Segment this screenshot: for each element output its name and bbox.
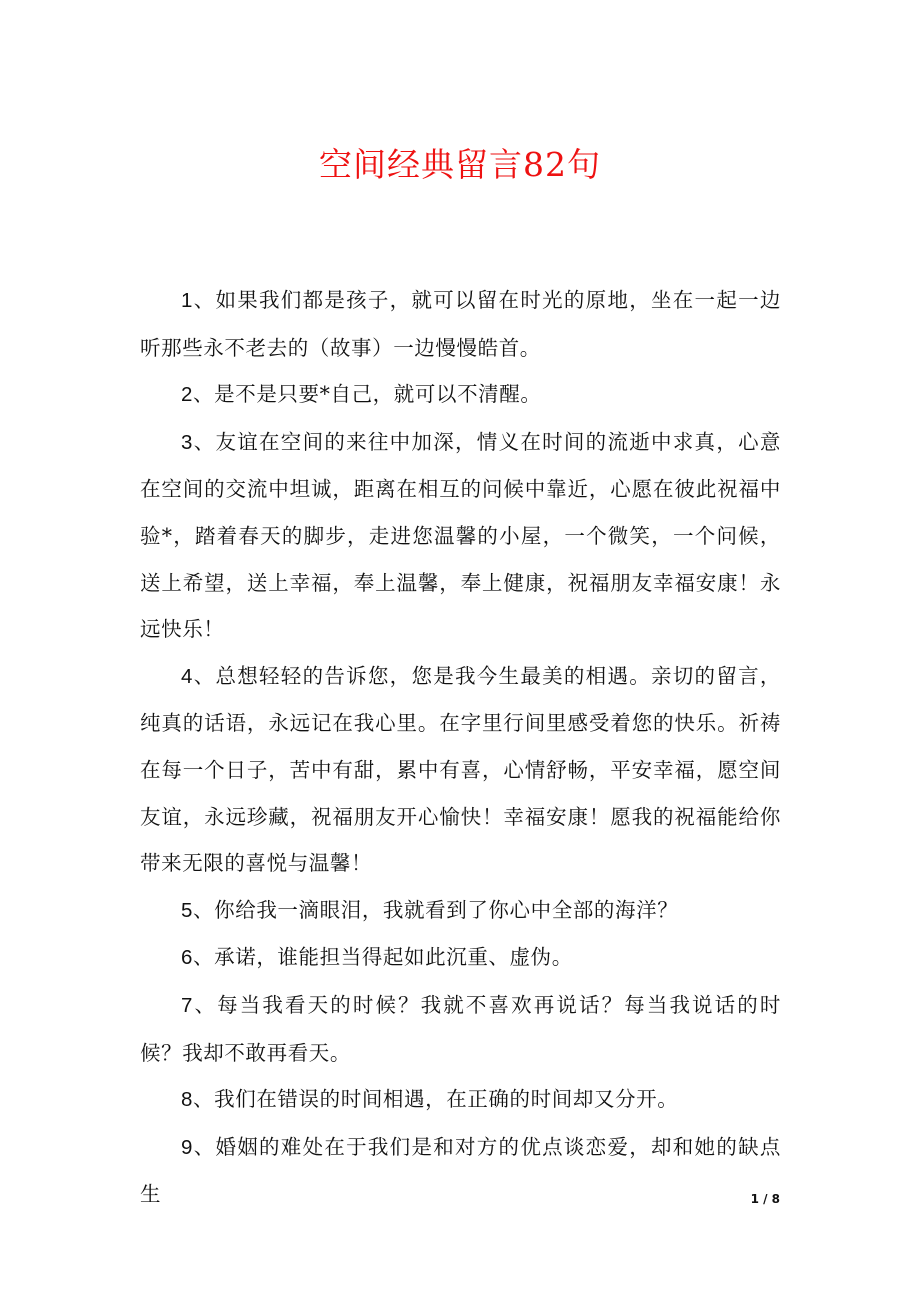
paragraph-text: 你给我一滴眼泪，我就看到了你心中全部的海洋？ bbox=[214, 897, 679, 922]
paragraph-text: 我们在错误的时间相遇，在正确的时间却又分开。 bbox=[214, 1087, 679, 1112]
paragraph-separator: 、 bbox=[193, 897, 215, 922]
paragraph-number: 4 bbox=[181, 664, 194, 688]
paragraph-separator: 、 bbox=[193, 1087, 215, 1112]
paragraph-separator: 、 bbox=[193, 1134, 216, 1159]
paragraph-separator: 、 bbox=[193, 992, 218, 1017]
paragraph-number: 3 bbox=[181, 430, 194, 454]
paragraph-number: 8 bbox=[181, 1088, 194, 1112]
paragraph-separator: 、 bbox=[193, 429, 216, 454]
paragraph-3 bbox=[140, 419, 781, 653]
paragraph-8 bbox=[140, 1076, 781, 1124]
document-title: 空间经典留言82句 bbox=[319, 145, 601, 184]
paragraph-text: 总想轻轻的告诉您，您是我今生最美的相遇。亲切的留言，纯真的话语，永远记在我心里。在字里行间里感受着您的快乐。祈祷在每一个日子，苦中有甜，累中有喜，心情舒畅，平安幸福，愿空间友谊，永远珍藏，祝福朋友开心愉快！幸福安康！愿我的祝福能给你带来无限的喜悦与温馨！ bbox=[140, 663, 781, 876]
paragraph-number: 1 bbox=[181, 289, 194, 312]
paragraph-number: 2 bbox=[181, 383, 194, 407]
paragraph-number: 7 bbox=[181, 993, 194, 1017]
paragraph-7 bbox=[140, 982, 781, 1076]
paragraph-5 bbox=[140, 887, 781, 935]
paragraph-number: 5 bbox=[181, 898, 194, 922]
paragraph-4 bbox=[140, 653, 781, 887]
paragraph-1 bbox=[140, 277, 781, 371]
paragraph-text: 承诺，谁能担当得起如此沉重、虚伪。 bbox=[214, 945, 573, 970]
paragraph-separator: 、 bbox=[193, 288, 216, 312]
paragraph-text: 每当我看天的时候？我就不喜欢再说话？每当我说话的时候？我却不敢再看天。 bbox=[140, 992, 782, 1065]
paragraph-separator: 、 bbox=[193, 945, 215, 970]
paragraph-number: 9 bbox=[181, 1135, 194, 1159]
paragraph-6 bbox=[140, 934, 781, 982]
paragraph-separator: 、 bbox=[193, 663, 216, 688]
document-body bbox=[140, 277, 781, 1218]
page-indicator: 1 / 8 bbox=[750, 1192, 780, 1206]
paragraph-text: 友谊在空间的来往中加深，情义在时间的流逝中求真，心意在空间的交流中坦诚，距离在相互的问候中靠近，心愿在彼此祝福中验*，踏着春天的脚步，走进您温馨的小屋，一个微笑，一个问候，送上希望，送上幸福，奉上温馨，奉上健康，祝福朋友幸福安康！永远快乐！ bbox=[140, 429, 781, 642]
paragraph-separator: 、 bbox=[193, 382, 215, 407]
paragraph-2 bbox=[140, 371, 781, 419]
paragraph-9 bbox=[140, 1124, 781, 1218]
paragraph-number: 6 bbox=[181, 946, 194, 970]
paragraph-text: 是不是只要*自己，就可以不清醒。 bbox=[214, 382, 542, 407]
paragraph-text: 婚姻的难处在于我们是和对方的优点谈恋爱，却和她的缺点生 bbox=[140, 1134, 781, 1207]
paragraph-text: 如果我们都是孩子，就可以留在时光的原地，坐在一起一边听那些永不老去的（故事）一边慢慢皓首。 bbox=[140, 288, 781, 360]
